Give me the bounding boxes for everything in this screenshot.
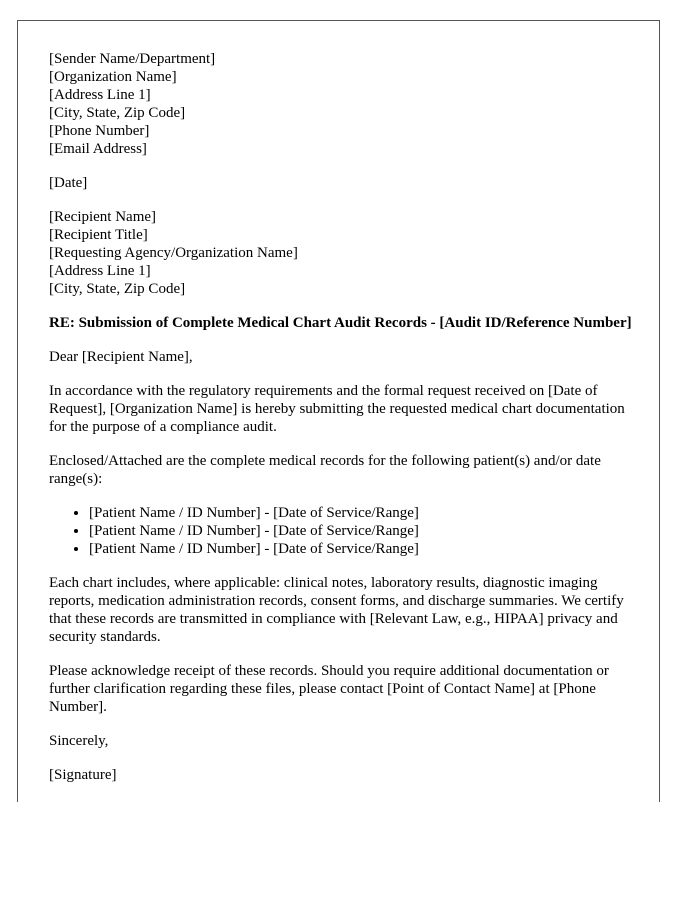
recipient-agency: [Requesting Agency/Organization Name]: [49, 245, 298, 261]
records-list: [49, 504, 639, 558]
recipient-title: [Recipient Title]: [49, 227, 148, 243]
body-paragraph-3: Each chart includes, where applicable: clinical notes, laboratory results, diagnostic imaging reports, medication administration records, consent forms, and discharge summaries. We certify that these records are transmitted in compliance with [Relevant Law, e.g., HIPAA] privacy and security standards.: [49, 575, 624, 645]
sender-block: [49, 50, 639, 158]
list-item: • [Patient Name / ID Number] - [Date of Service/Range]: [89, 522, 639, 540]
body-paragraph-4: Please acknowledge receipt of these records. Should you require additional documentation or further clarification regarding these files, please contact [Point of Contact Name] at [Phone Number].: [49, 663, 609, 715]
recipient-name: [Recipient Name]: [49, 209, 157, 225]
recipient-address-line-1: [Address Line 1]: [49, 263, 151, 279]
sender-email: [Email Address]: [49, 141, 147, 157]
sender-name-department: [Sender Name/Department]: [49, 51, 216, 67]
letter-page: [17, 20, 660, 802]
sender-phone: [Phone Number]: [49, 123, 150, 139]
recipient-block: [49, 208, 639, 298]
sender-city-state-zip: [City, State, Zip Code]: [49, 105, 186, 121]
list-item: • [Patient Name / ID Number] - [Date of Service/Range]: [89, 540, 639, 558]
closing: Sincerely,: [49, 733, 109, 749]
sender-address-line-1: [Address Line 1]: [49, 87, 151, 103]
letter-date: [Date]: [49, 175, 88, 191]
recipient-city-state-zip: [City, State, Zip Code]: [49, 281, 186, 297]
letter-content: [49, 50, 639, 800]
salutation: Dear [Recipient Name],: [49, 349, 193, 365]
sender-organization: [Organization Name]: [49, 69, 177, 85]
signature: [Signature]: [49, 767, 117, 783]
body-paragraph-1: In accordance with the regulatory requirements and the formal request received on [Date of Request], [Organization Name] is hereby submitting the requested medical chart documentation for the purpose of a compliance audit.: [49, 383, 625, 435]
date-block: [49, 174, 639, 192]
subject-line: RE: Submission of Complete Medical Chart Audit Records - [Audit ID/Reference Number]: [49, 315, 632, 331]
body-paragraph-2: Enclosed/Attached are the complete medical records for the following patient(s) and/or date range(s):: [49, 453, 601, 487]
list-item: • [Patient Name / ID Number] - [Date of Service/Range]: [89, 504, 639, 522]
